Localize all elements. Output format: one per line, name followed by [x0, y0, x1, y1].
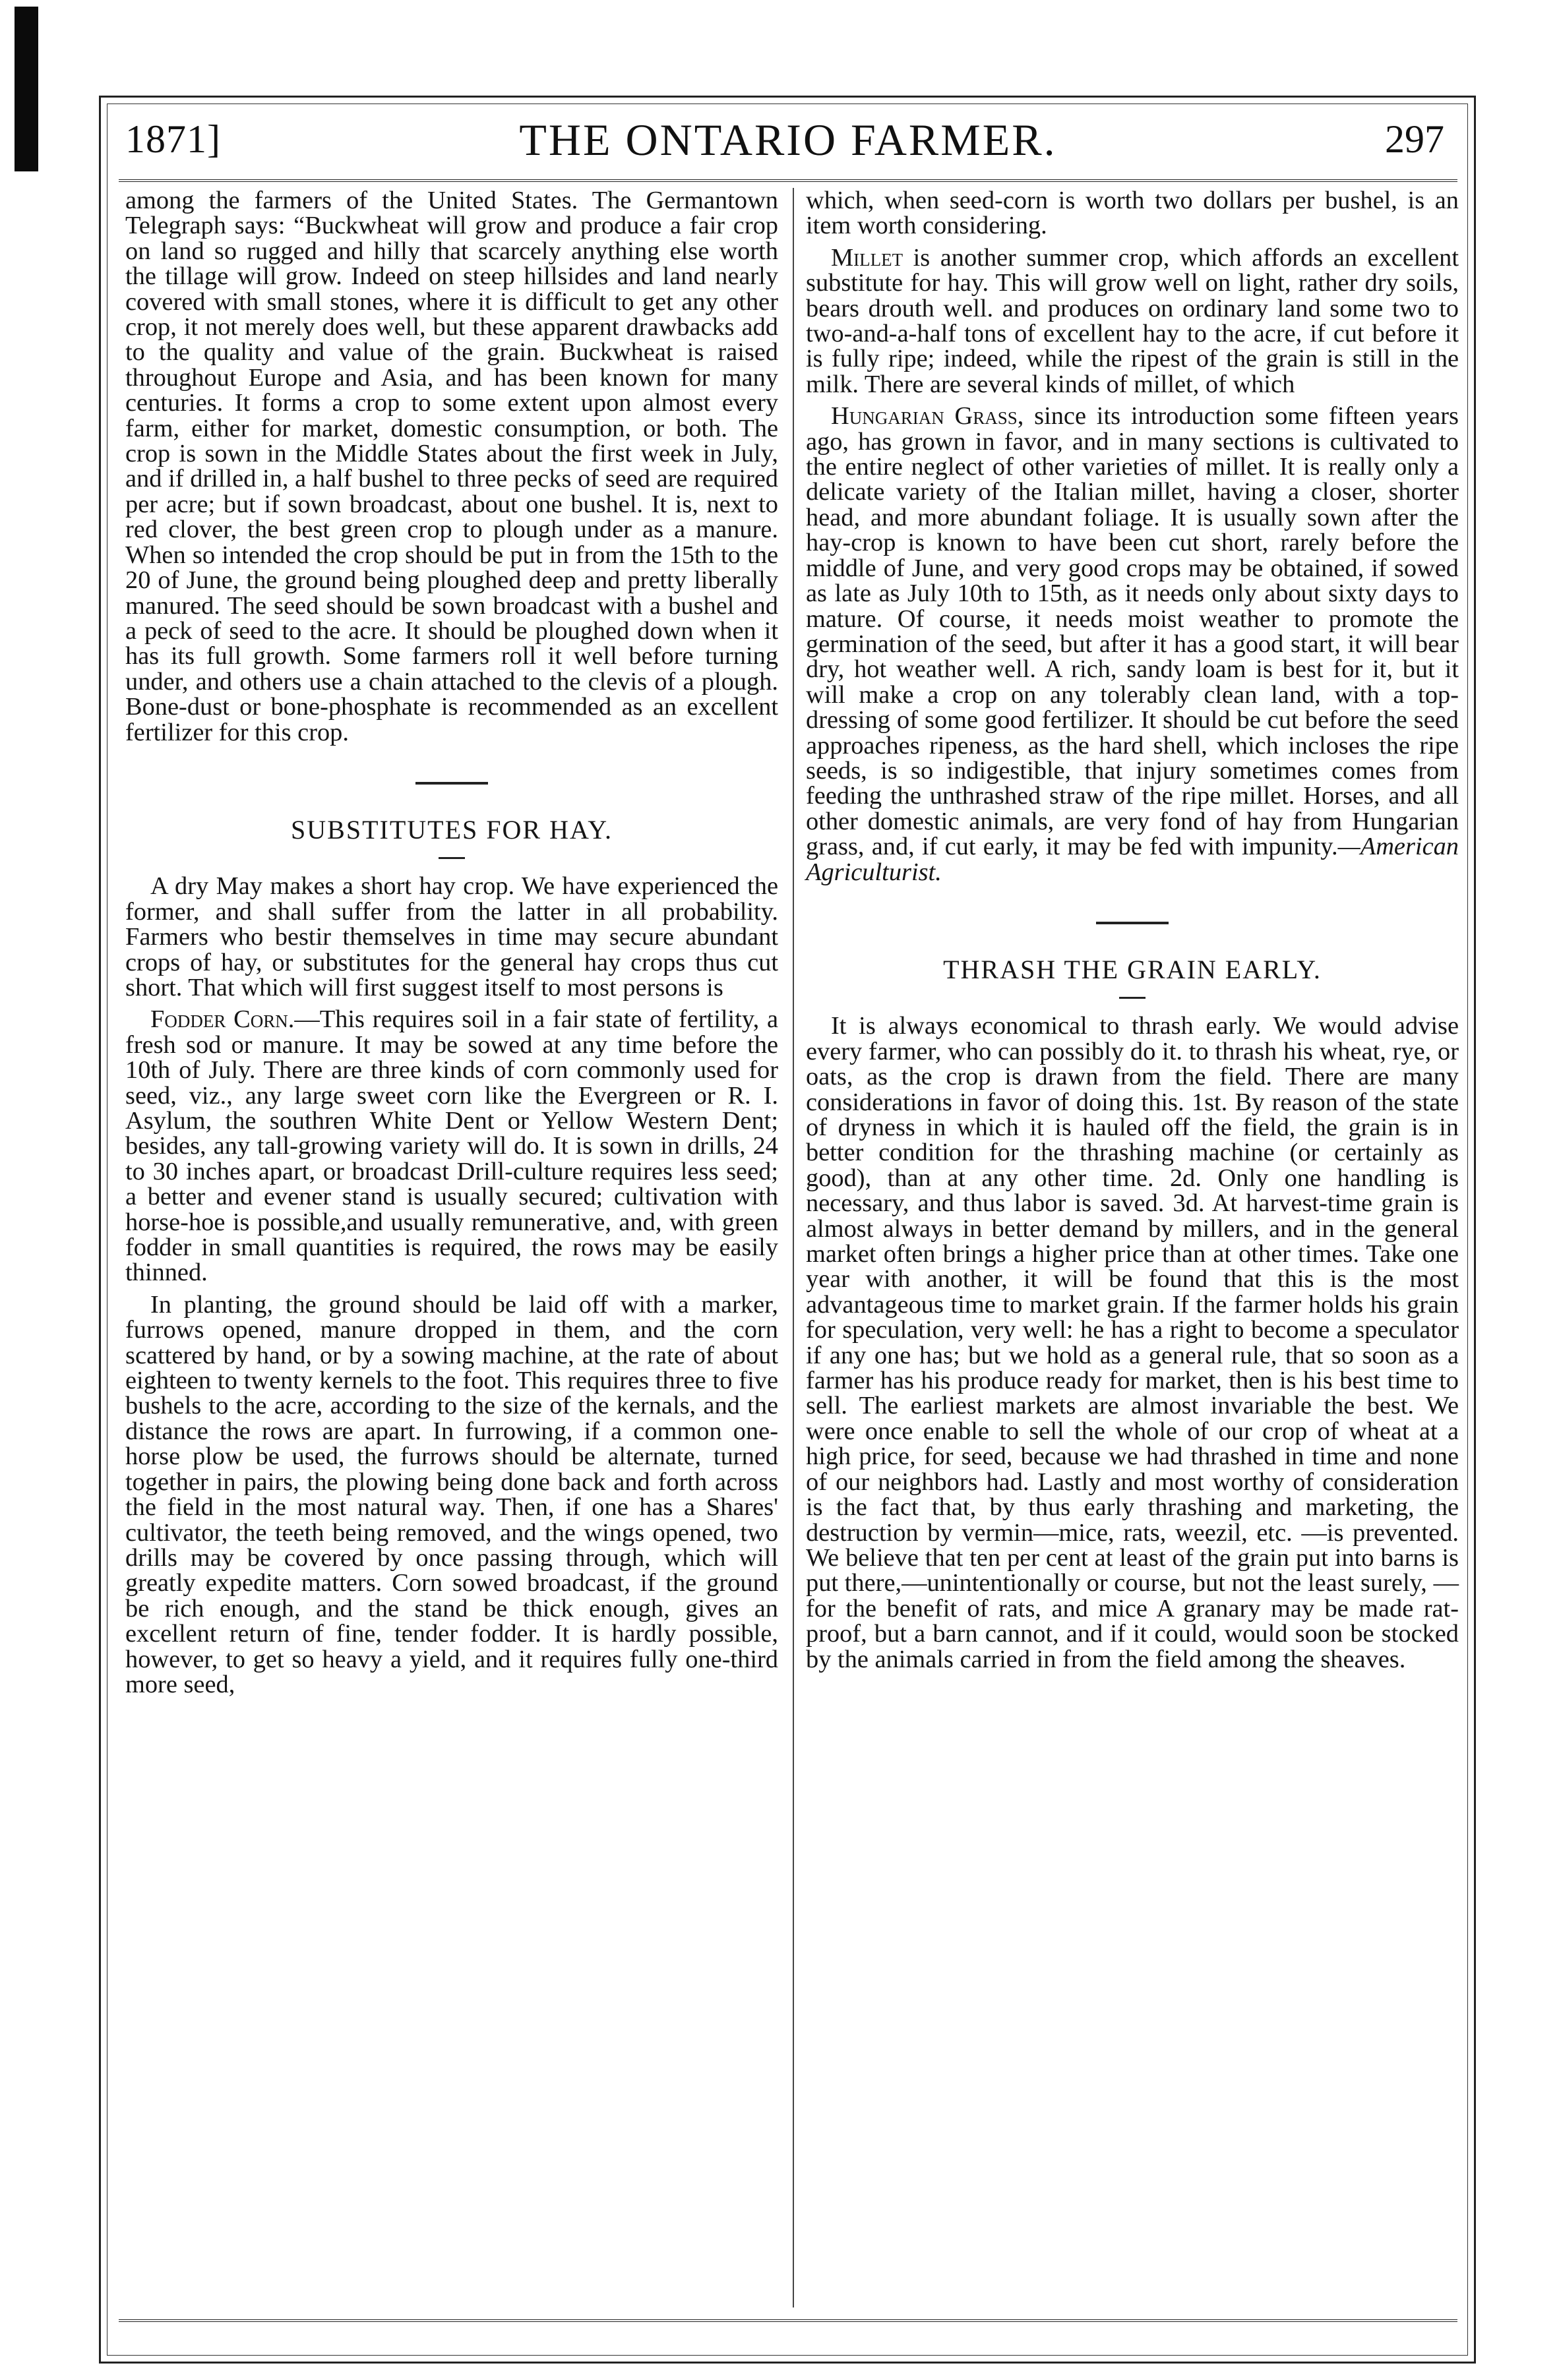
hungarian-grass-paragraph	[806, 403, 1459, 885]
running-header	[119, 109, 1457, 181]
continuation-paragraph: which, when seed-corn is worth two dollars per bushel, is an item worth considering.	[806, 187, 1459, 240]
buckwheat-paragraph: among the farmers of the United States. The Germantown Telegraph says: “Buckwheat will grow and produce a fair crop on land so rugged and hilly that scarcely anything else worth the tillage will grow. Indeed on steep hillsides and land nearly covered with small stones, where it is difficult to get any other crop, it not merely does well, but these apparent drawbacks add to the quality and value of the grain. Buckwheat is raised throughout Europe and Asia, and has been known for many centuries. It forms a crop to some extent upon almost every farm, either for market, domestic consumption, or both. The crop is sown in the Middle States about the first week in July, and if drilled in, a half bushel to three pecks of seed are required per acre; but if sown broadcast, about one bushel. It is, next to red clover, the best green crop to plough under as a manure. When so intended the crop should be put in from the 15th to the 20 of June, the ground being ploughed deep and pretty liberally manured. The seed should be sown broadcast with a bushel and a peck of seed to the acre. It should be ploughed down when it has its full growth. Some farmers roll it well before turning under, and others use a chain attached to the clevis of a plough. Bone-dust or bone-phosphate is recommended as an excellent fertilizer for this crop.	[125, 187, 778, 746]
section-title-thrash-the-grain-early: THRASH THE GRAIN EARLY.	[943, 954, 1322, 984]
header-rule	[119, 179, 1457, 182]
planting-paragraph: In planting, the ground should be laid off with a marker, furrows opened, manure dropped in them, and the corn scattered by hand, or by a sowing machine, at the rate of about eighteen to twenty kernels to the foot. This requires three to five bushels to the acre, according to the size of the kernals, and the distance the rows are apart. In furrowing, if a common one-horse plow be used, the furrows should be alternate, turned together in pairs, the plowing being done back and forth across the field in the most natural way. Then, if one has a Shares' cultivator, the teeth being removed, and the wings opened, two drills may be covered by once passing through, which will greatly expedite matters. Corn sowed broadcast, if the ground be rich enough, and the stand be thick enough, gives an excellent return of fine, tender fodder. It is hardly possible, however, to get so heavy a yield, and it requires fully one-third more seed,	[125, 1290, 778, 1698]
hungarian-grass-label: Hungarian Grass,	[831, 402, 1024, 431]
hay-paragraph: A dry May makes a short hay crop. We have experienced the former, and shall suffer from the latter in all probability. Farmers who bestir themselves in time may secure abundant crops of hay, or substitutes for the general hay crops thus cut short. That which will first suggest itself to most persons is	[125, 872, 778, 1001]
header-year: 1871]	[125, 117, 221, 161]
fodder-corn-text: —This requires soil in a fair state of fertility, a fresh sod or manure. It may be sowed at any time before the 10th of July. There are three kinds of corn commonly used for seed, viz., any large sweet corn like the Evergreen or R. I. Asylum, the southren White Dent or Yellow Western Dent; besides, any tall-growing variety will do. It is sown in drills, 24 to 30 inches apart, or broadcast Drill-culture requires less seed; a better and evener stand is usually secured; cultivation with horse-hoe is possible,and usually remunerative, and, with green fodder in small quantities is required, the rows may be easily thinned.	[125, 1005, 779, 1287]
millet-label: Millet	[831, 243, 903, 272]
binding-edge	[15, 7, 38, 171]
page-number: 297	[1385, 117, 1444, 161]
section-title-substitutes-for-hay: SUBSTITUTES FOR HAY.	[291, 814, 613, 845]
millet-paragraph	[806, 245, 1459, 397]
millet-text: is another summer crop, which affords an excellent substitute for hay. This will grow well on light, rather dry soils, bears drouth well. and produces on ordinary land some two to two-and-a-half tons of excellent hay to the acre, if cut before it is fully ripe; indeed, while the ripest of the grain is still in the milk. There are several kinds of millet, of which	[806, 243, 1459, 398]
right-column	[806, 188, 1459, 1672]
fodder-corn-label: Fodder Corn.	[150, 1005, 295, 1034]
column-divider	[793, 188, 794, 2307]
publication-title: THE ONTARIO FARMER.	[519, 115, 1057, 165]
footer-rule	[119, 2319, 1457, 2322]
hungarian-grass-text: since its introduction some fifteen years ago, has grown in favor, and in many sections is cultivated to the entire neglect of other varieties of millet. It is really only a delicate variety of the Italian millet, having a closer, shorter head, and more abundant foliage. It is usually sown after the hay-crop is known to have been cut short, rarely before the middle of June, and very good crops may be obtained, if sowed as late as July 10th to 15th, as it needs only about sixty days to mature. Of course, it needs moist weather to promote the germination of the seed, but after it has a good start, it will bear dry, hot weather well. A rich, sandy loam is best for it, but it will make a crop on any tolerably clean land, with a top-dressing of some good fertilizer. It should be cut before the seed approaches ripeness, as the hard shell, which incloses the ripe seeds, is so indigestible, that injury sometimes comes from feeding the unthrashed straw of the ripe millet. Horses, and all other domestic animals, are very fond of hay from Hungarian grass, and, if cut early, it may be fed with impunity.	[806, 402, 1459, 861]
left-column	[125, 188, 778, 1697]
source-credit: —American Agriculturist.	[806, 833, 1459, 886]
thrash-paragraph: It is always economical to thrash early. We would advise every farmer, who can possibly do it. to thrash his wheat, rye, or oats, as the crop is drawn from the field. There are many considerations in favor of doing this. 1st. By reason of the state of dryness in which it is hauled off the field, the grain is in better condition for the thrashing machine (or certainly as good), than at any other time. 2d. Only one handling is necessary, and thus labor is saved. 3d. At harvest-time grain is almost always in better demand by millers, and in the general market often brings a higher price than at other times. Take one year with another, it will be found that this is the most advantageous time to market grain. If the farmer holds his grain for speculation, very well: he has a right to become a speculator if any one has; but we hold as a general rule, that so soon as a farmer has his produce ready for market, then is his best time to sell. The earliest markets are almost invariable the best. We were once enable to sell the whole of our crop of wheat at a high price, for seed, because we had thrashed in time and none of our neighbors had. Lastly and most worthy of consideration is the fact that, by thus early thrashing and marketing, the destruction by vermin—mice, rats, weezil, etc. —is prevented. We believe that ten per cent at least of the grain put into barns is put there,—unintentionally or course, but not the least surely, —for the benefit of rats, and mice A granary may be made rat-proof, but a barn cannot, and if it could, would soon be stocked by the animals carried in from the field among the sheaves.	[806, 1012, 1459, 1673]
fodder-corn-paragraph	[125, 1007, 778, 1285]
